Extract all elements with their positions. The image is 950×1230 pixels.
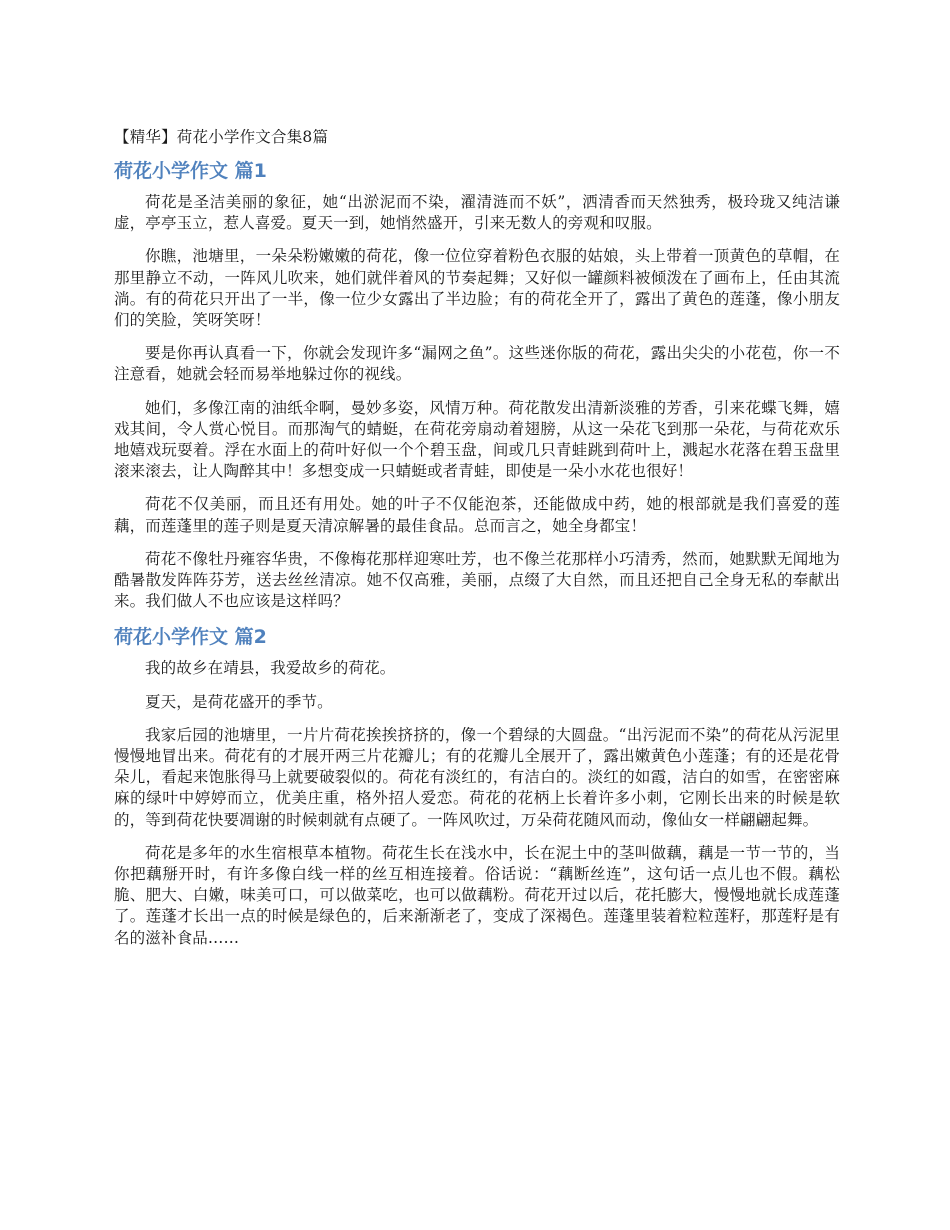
paragraph: 荷花是圣洁美丽的象征，她“出淤泥而不染，濯清涟而不妖”，洒清香而天然独秀，极玲珑又纯洁谦虚，亭亭玉立，惹人喜爱。夏天一到，她悄然盛开，引来无数人的旁观和叹服。 [114, 193, 840, 233]
paragraph: 我的故乡在靖县，我爱故乡的荷花。 [145, 659, 396, 678]
paragraph: 她们，多像江南的油纸伞啊，曼妙多姿，风情万种。荷花散发出清新淡雅的芳香，引来花蝶飞舞，嬉戏其间，令人赏心悦目。而那淘气的蜻蜓，在荷花旁扇动着翅膀，从这一朵花飞到那一朵花，与荷花欢乐地嬉戏玩耍着。浮在水面上的荷叶好似一个个碧玉盘，间或几只青蛙跳到荷叶上，溅起水花落在碧玉盘里滚来滚去，让人陶醉其中！多想变成一只蜻蜓或者青蛙，即使是一朵小水花也很好！ [114, 398, 840, 481]
paragraph: 荷花不像牡丹雍容华贵，不像梅花那样迎寒吐芳，也不像兰花那样小巧清秀，然而，她默默无闻地为酷暑散发阵阵芬芳，送去丝丝清凉。她不仅高雅，美丽，点缀了大自然，而且还把自己全身无私的奉献出来。我们做人不也应该是这样吗？ [114, 549, 840, 611]
paragraph: 夏天，是荷花盛开的季节。 [145, 692, 333, 711]
paragraph: 荷花是多年的水生宿根草本植物。荷花生长在浅水中，长在泥土中的茎叫做藕，藕是一节一节的，当你把藕掰开时，有许多像白线一样的丝互相连接着。俗话说：“藕断丝连”，这句话一点儿也不假。藕松脆、肥大、白嫩，味美可口，可以做菜吃，也可以做藕粉。荷花开过以后，花托膨大，慢慢地就长成莲蓬了。莲蓬才长出一点的时候是绿色的，后来渐渐老了，变成了深褐色。莲蓬里装着粒粒莲籽，那莲籽是有名的滋补食品…… [114, 843, 840, 947]
paragraph: 你瞧，池塘里，一朵朵粉嫩嫩的荷花，像一位位穿着粉色衣服的姑娘，头上带着一顶黄色的草帽，在那里静立不动，一阵风儿吹来，她们就伴着风的节奏起舞；又好似一罐颜料被倾泼在了画布上，任由其流淌。有的荷花只开出了一半，像一位少女露出了半边脸；有的荷花全开了，露出了黄色的莲蓬，像小朋友们的笑脸，笑呀笑呀！ [114, 247, 840, 330]
section-heading: 荷花小学作文 篇1 [114, 160, 267, 182]
paragraph: 要是你再认真看一下，你就会发现许多“漏网之鱼”。这些迷你版的荷花，露出尖尖的小花苞，你一不注意看，她就会轻而易举地躲过你的视线。 [114, 344, 840, 384]
paragraph: 我家后园的池塘里，一片片荷花挨挨挤挤的，像一个碧绿的大圆盘。“出污泥而不染”的荷花从污泥里慢慢地冒出来。荷花有的才展开两三片花瓣儿；有的花瓣儿全展开了，露出嫩黄色小莲蓬；有的还是花骨朵儿，看起来饱胀得马上就要破裂似的。荷花有淡红的，有洁白的。淡红的如霞，洁白的如雪，在密密麻麻的绿叶中婷婷而立，优美庄重，格外招人爱恋。荷花的花柄上长着许多小刺，它刚长出来的时候是软的，等到荷花快要凋谢的时候刺就有点硬了。一阵风吹过，万朵荷花随风而动，像仙女一样翩翩起舞。 [114, 725, 840, 829]
document-page [114, 126, 840, 961]
document-title: 【精华】荷花小学作文合集8篇 [114, 128, 329, 146]
paragraph: 荷花不仅美丽，而且还有用处。她的叶子不仅能泡茶，还能做成中药，她的根部就是我们喜爱的莲藕，而莲蓬里的莲子则是夏天清凉解暑的最佳食品。总而言之，她全身都宝！ [114, 495, 840, 535]
section-2 [114, 624, 840, 948]
section-heading: 荷花小学作文 篇2 [114, 626, 267, 649]
section-1 [114, 158, 840, 612]
